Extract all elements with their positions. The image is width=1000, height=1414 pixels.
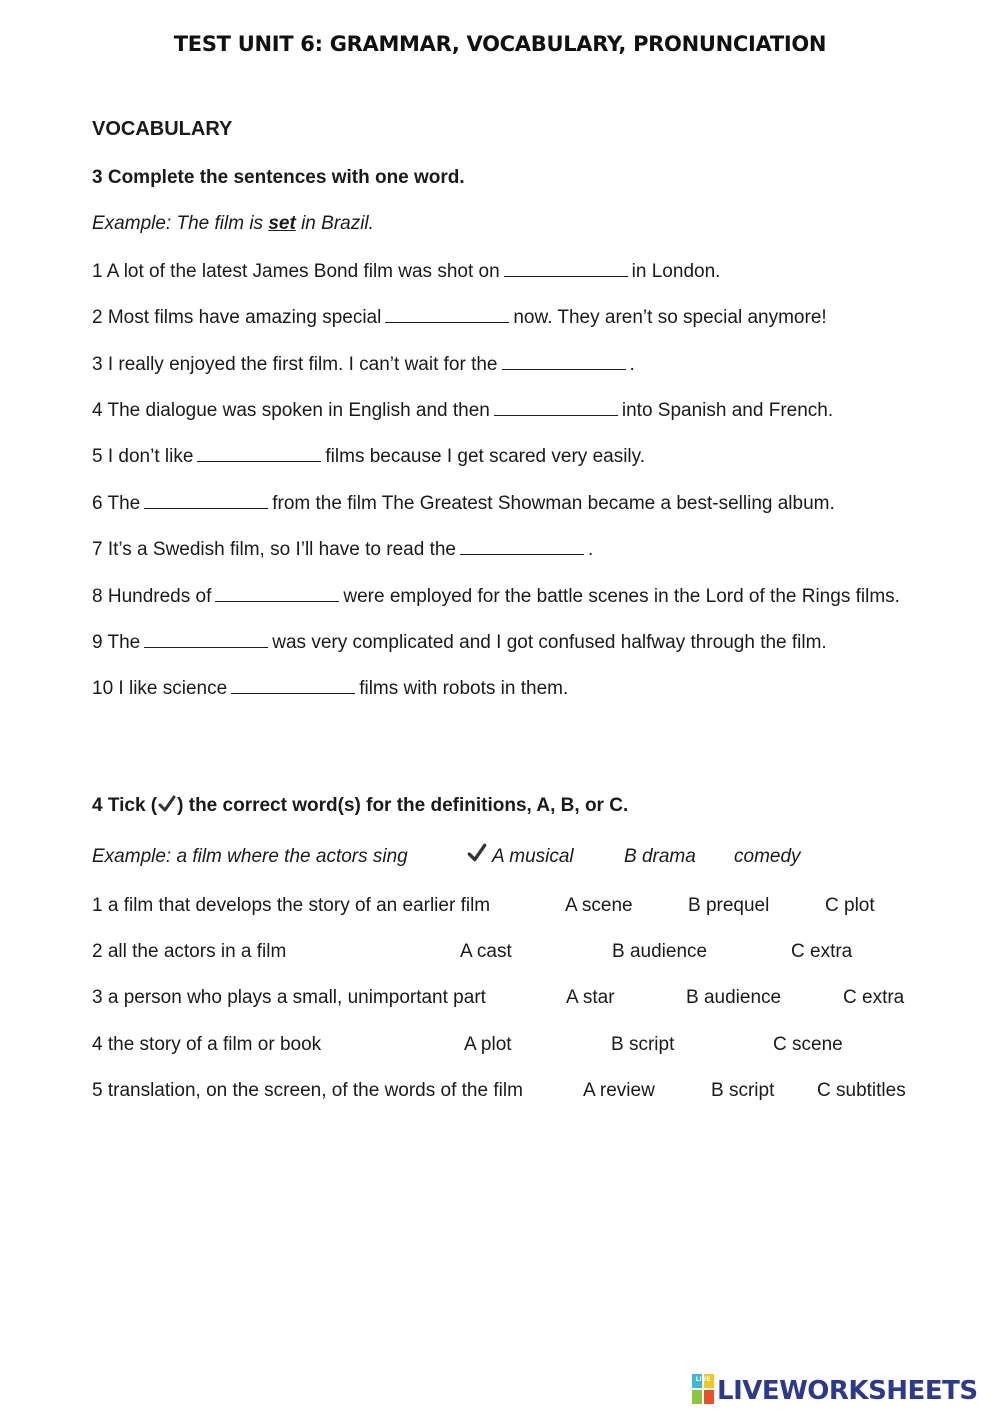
section-heading: VOCABULARY	[92, 118, 233, 140]
liveworksheets-logo	[692, 1374, 978, 1408]
heading-text-before: 4 Tick (	[92, 795, 158, 816]
example-option-c: comedy	[734, 846, 801, 867]
item-text-before: 3 I really enjoyed the first film. I can’t wait for the	[92, 354, 498, 375]
answer-blank[interactable]	[231, 676, 355, 694]
exercise3-item-8	[92, 584, 900, 609]
definition-1: 1 a film that develops the story of an earlier film	[92, 895, 491, 916]
definition-5: 5 translation, on the screen, of the words of the film	[92, 1080, 523, 1101]
option-3c[interactable]: C extra	[843, 987, 905, 1008]
item-text-after: now. They aren’t so special anymore!	[513, 307, 827, 328]
item-text-before: 4 The dialogue was spoken in English and then	[92, 400, 490, 421]
exercise3-heading: 3 Complete the sentences with one word.	[92, 167, 465, 188]
item-text-after: films with robots in them.	[359, 678, 569, 699]
item-text-before: 2 Most films have amazing special	[92, 307, 382, 328]
definition-3: 3 a person who plays a small, unimportant part	[92, 987, 486, 1008]
option-5a[interactable]: A review	[583, 1080, 655, 1101]
option-4c[interactable]: C scene	[773, 1034, 843, 1055]
item-text-before: 9 The	[92, 632, 141, 653]
option-2a[interactable]: A cast	[460, 941, 512, 962]
item-text-after: was very complicated and I got confused halfway through the film.	[272, 632, 827, 653]
exercise3-item-5	[92, 444, 645, 469]
example-prefix: Example: The film is	[92, 213, 269, 234]
answer-blank[interactable]	[385, 305, 509, 323]
answer-blank[interactable]	[144, 491, 268, 509]
logo-text: LIVEWORKSHEETS	[717, 1376, 978, 1406]
example-definition: Example: a film where the actors sing	[92, 846, 408, 867]
exercise3-item-2	[92, 305, 827, 330]
item-text-after: .	[588, 539, 594, 560]
heading-text-after: ) the correct word(s) for the definitions, A, B, or C.	[177, 795, 629, 816]
item-text-before: 6 The	[92, 493, 141, 514]
answer-blank[interactable]	[494, 398, 618, 416]
item-text-after: were employed for the battle scenes in the Lord of the Rings films.	[343, 586, 900, 607]
checkmark-icon	[157, 794, 177, 821]
item-text-before: 5 I don’t like	[92, 446, 194, 467]
option-5c[interactable]: C subtitles	[817, 1080, 906, 1101]
option-3b[interactable]: B audience	[686, 987, 782, 1008]
example-option-a: A musical	[492, 846, 574, 867]
exercise3-item-9	[92, 630, 827, 655]
option-1c[interactable]: C plot	[825, 895, 875, 916]
exercise3-item-4	[92, 398, 833, 423]
option-5b[interactable]: B script	[711, 1080, 775, 1101]
item-text-before: 8 Hundreds of	[92, 586, 212, 607]
logo-vertical-text: LIVE	[695, 1376, 711, 1383]
item-text-after: from the film The Greatest Showman became a best-selling album.	[272, 493, 835, 514]
option-2b[interactable]: B audience	[612, 941, 708, 962]
item-text-before: 1 A lot of the latest James Bond film was shot on	[92, 261, 500, 282]
answer-blank[interactable]	[502, 352, 626, 370]
example-option-b: B drama	[624, 846, 696, 867]
item-text-after: .	[629, 354, 635, 375]
answer-blank[interactable]	[144, 630, 268, 648]
example-answer: set	[268, 213, 296, 234]
item-text-before: 10 I like science	[92, 678, 228, 699]
exercise3-item-10	[92, 676, 568, 701]
exercise4-heading	[92, 794, 628, 821]
exercise3-item-7	[92, 537, 593, 562]
option-2c[interactable]: C extra	[791, 941, 853, 962]
definition-4: 4 the story of a film or book	[92, 1034, 322, 1055]
item-text-before: 7 It’s a Swedish film, so I’ll have to read the	[92, 539, 456, 560]
item-text-after: in London.	[631, 261, 721, 282]
option-1a[interactable]: A scene	[565, 895, 633, 916]
example-suffix: in Brazil.	[295, 213, 374, 234]
exercise3-item-3	[92, 352, 635, 377]
answer-blank[interactable]	[197, 444, 321, 462]
exercise3-example	[92, 212, 374, 236]
answer-blank[interactable]	[215, 584, 339, 602]
option-4b[interactable]: B script	[611, 1034, 675, 1055]
answer-blank[interactable]	[504, 259, 628, 277]
answer-blank[interactable]	[460, 537, 584, 555]
checkmark-icon	[466, 842, 488, 871]
item-text-after: into Spanish and French.	[621, 400, 834, 421]
definition-2: 2 all the actors in a film	[92, 941, 287, 962]
exercise3-item-6	[92, 491, 835, 516]
page-title: TEST UNIT 6: GRAMMAR, VOCABULARY, PRONUNCIATION	[173, 32, 827, 56]
option-1b[interactable]: B prequel	[688, 895, 770, 916]
exercise3-item-1	[92, 259, 720, 284]
option-4a[interactable]: A plot	[464, 1034, 512, 1055]
option-3a[interactable]: A star	[566, 987, 615, 1008]
item-text-after: films because I get scared very easily.	[325, 446, 646, 467]
